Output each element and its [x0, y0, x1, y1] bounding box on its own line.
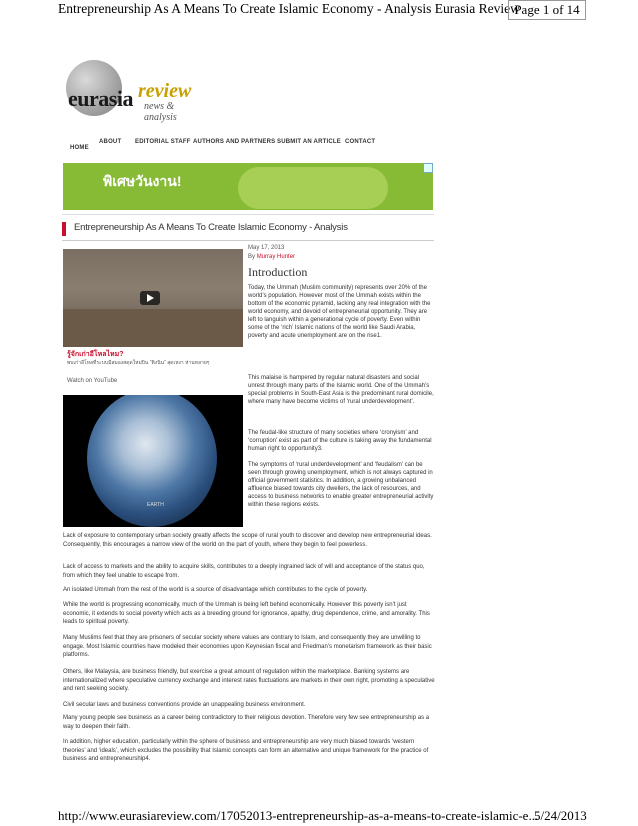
video-title[interactable]: รู้จักเก่าอีโหลไหม? — [67, 351, 124, 358]
body-paragraph: Lack of exposure to contemporary urban society greatly affects the scope of rural youth to discover and develop new entrepreneurial ideas. Consequently, this encourages a narrow view of the world on the part of youth, where they begin to feel powerless. — [63, 533, 432, 548]
nav-submit-article[interactable]: SUBMIT AN ARTICLE — [277, 139, 341, 145]
print-date: 5/24/2013 — [534, 808, 587, 823]
body-paragraph: Today, the Ummah (Muslim community) represents over 20% of the world’s population. However most of the Ummah exists within the bottom of the economic pyramid, lacking any real integration with the world economy, and devoid of entrepreneurial opportunity. They are left to languish within a generational cycle of poverty. Even within some of the ‘rich’ Islamic nations of the world like Saudi Arabia, poverty and acute unemployment are on the rise1. — [248, 285, 431, 339]
body-paragraph: Civil secular laws and business conventions provide an unappealing business environment. — [63, 702, 306, 708]
play-icon[interactable] — [140, 291, 160, 305]
video-scene-desks — [63, 309, 243, 347]
byline-prefix: By — [248, 254, 256, 260]
page-indicator: Page 1 of 14 — [508, 0, 586, 20]
logo-word-review: review — [138, 80, 192, 102]
ad-text: พิเศษวันงาน! — [103, 173, 182, 189]
divider — [62, 240, 434, 241]
divider — [62, 214, 434, 215]
earth-image — [63, 395, 243, 527]
byline — [248, 254, 295, 260]
body-paragraph: While the world is progressing economically, much of the Ummah is being left behind economically. However this poverty isn’t just economic, it extends to social poverty which acts as a breeding ground for ignorance, apathy, drug dependence, crime, and amorality. This leads to spiritual poverty. — [63, 602, 430, 625]
nav-contact[interactable]: CONTACT — [345, 139, 376, 145]
body-paragraph: Lack of access to markets and the ability to acquire skills, contributes to a deeply ingrained lack of will and acceptance of the status quo, from which they feel unable to escape from. — [63, 564, 425, 579]
body-paragraph: An isolated Ummah from the rest of the world is a source of disadvantage which contributes to the cycle of poverty. — [63, 587, 368, 593]
video-caption — [63, 347, 243, 392]
body-paragraph: In addition, higher education, particularly within the sphere of business and entrepreneurship are very much biased towards ‘western theories’ and ‘ideals’, which excludes the possibility that Islamic concepts can form an alternative and unique framework for the practice of business and entrepreneurship4. — [63, 739, 429, 762]
ad-graphic — [238, 167, 388, 209]
earth-label: EARTH — [147, 502, 164, 508]
nav-editorial-staff[interactable]: EDITORIAL STAFF — [135, 139, 191, 145]
video-description: พบเก่าอีโหลที่ระบบมีสมองสดุดใหม่บิน "ติงนิน" สุดเหงา ห่านหลายๆ — [67, 360, 210, 366]
article-date: May 17, 2013 — [248, 245, 285, 251]
pdf-footer — [0, 808, 638, 826]
logo-tagline: news & analysis — [144, 101, 177, 123]
page-url: http://www.eurasiareview.com/17052013-entrepreneurship-as-a-means-to-create-islamic-e... — [58, 808, 539, 823]
section-heading: Introduction — [248, 265, 308, 279]
main-nav — [62, 138, 442, 158]
body-paragraph: The symptoms of ‘rural underdevelopment’ and ‘feudalism’ can be seen through growing unemployment, which is not always captured in official government statistics. In addition, a growing unbalanced affluence biased towards city dwellers, the lack of resources, and access to business networks to enable greater entrepreneurial activity within these regions exists. — [248, 462, 434, 508]
watch-on-youtube-link[interactable]: Watch on YouTube — [67, 378, 118, 384]
body-paragraph: This malaise is hampered by regular natural disasters and social unrest through many parts of the Islamic world. One of the Ummah’s special problems in South-East Asia is the predominant rural domicile, where many have become victims of ‘rural underdevelopment’. — [248, 375, 434, 405]
body-paragraph: The feudal-like structure of many societies where ‘cronyism’ and ‘corruption’ exist as part of the culture is taking away the fundamental human right to opportunity3. — [248, 430, 432, 452]
nav-authors-and-partners[interactable]: AUTHORS AND PARTNERS — [193, 139, 276, 145]
body-paragraph: Many young people see business as a career being contradictory to their religious devotion. Therefore very few see entrepreneurship as a way to deepen their faith. — [63, 715, 430, 730]
pdf-title: Entrepreneurship As A Means To Create Islamic Economy - Analysis Eurasia Review — [58, 1, 520, 16]
nav-about[interactable]: ABOUT — [99, 139, 122, 145]
site-logo[interactable] — [62, 58, 202, 123]
body-paragraph: Many Muslims feel that they are prisoners of secular society where values are contrary to Islam, and consequently they are unwilling to engage. Most Islamic countries have modeled their economies upon Keynesian fiscal and Friedman’s monetarism framework as their basic platforms. — [63, 635, 432, 658]
logo-word-eurasia: eurasia — [68, 86, 133, 111]
author-link[interactable]: Murray Hunter — [256, 254, 296, 260]
pdf-header — [0, 0, 638, 20]
video-embed[interactable] — [63, 249, 243, 392]
nav-home[interactable]: HOME — [70, 145, 89, 151]
ad-info-icon[interactable] — [423, 163, 433, 173]
article-title: Entrepreneurship As A Means To Create Islamic Economy - Analysis — [62, 222, 348, 236]
body-paragraph: Others, like Malaysia, are business friendly, but exercise a great amount of regulation within the marketplace. Banking systems are internationalized where speculative currency exchange and interest rates fluctuations are markets in their own right, promoting a speculative and rent seeking society. — [63, 669, 435, 692]
ad-banner[interactable] — [63, 163, 433, 210]
